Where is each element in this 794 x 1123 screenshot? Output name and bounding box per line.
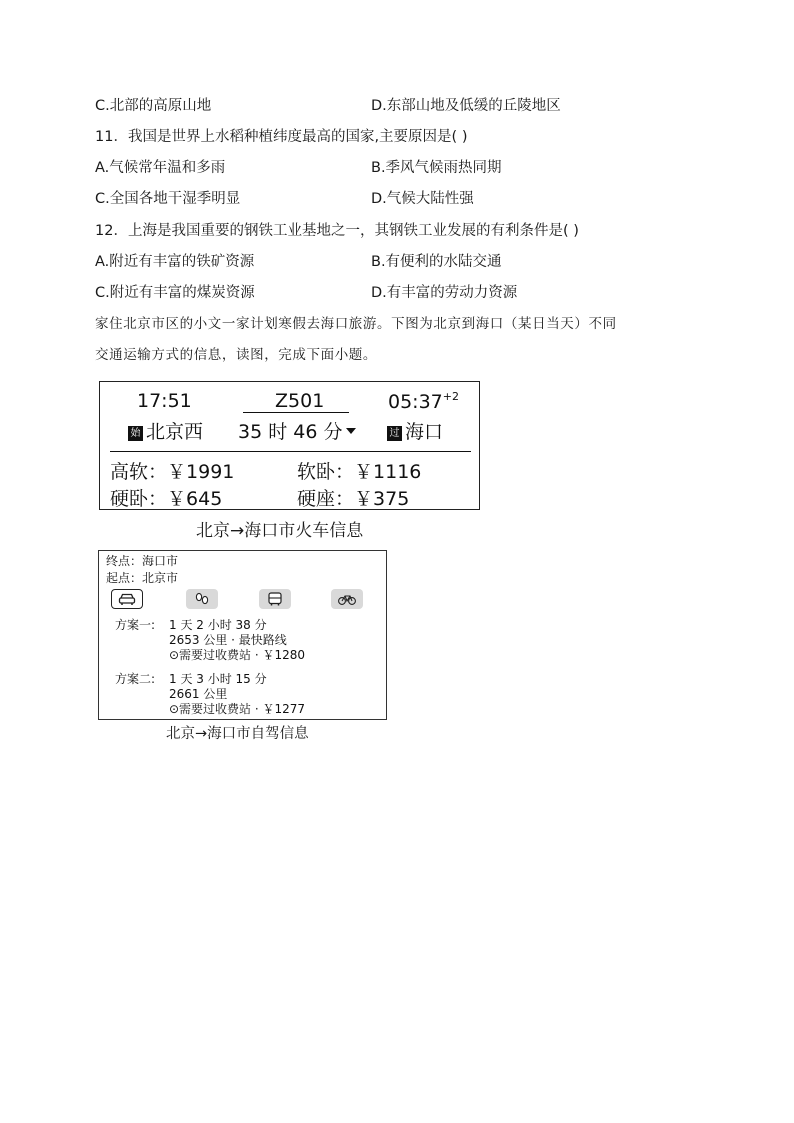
fare-label: 硬卧： — [110, 488, 168, 510]
train-arrive-time: 05:37 — [388, 391, 443, 413]
q11-option-c: C.全国各地干湿季明显 — [95, 191, 241, 207]
plan1-label: 方案一: — [115, 618, 156, 632]
drive-origin: 起点：北京市 — [106, 571, 179, 585]
train-depart-time: 17:51 — [137, 390, 192, 412]
plan2-distance: 2661 公里 — [169, 687, 228, 701]
fare-hard-seat — [297, 484, 409, 511]
drive-caption: 北京→海口市自驾信息 — [166, 726, 309, 742]
mode-bike-button[interactable] — [331, 589, 363, 609]
bike-icon — [337, 592, 357, 606]
walk-icon — [192, 592, 212, 606]
train-info-panel — [99, 381, 480, 510]
plan2-label: 方案二: — [115, 672, 156, 686]
q11-option-a: A.气候常年温和多雨 — [95, 160, 226, 176]
fare-soft-deluxe — [110, 457, 234, 484]
q12-option-c: C.附近有丰富的煤炭资源 — [95, 285, 255, 301]
fare-price: ￥645 — [167, 488, 223, 510]
drive-destination: 终点：海口市 — [106, 554, 179, 568]
plan1-toll: ⊙需要过收费站 · ￥1280 — [169, 648, 306, 662]
pass-badge-icon: 过 — [387, 426, 402, 441]
q11-option-d: D.气候大陆性强 — [371, 191, 474, 207]
q11-stem: 11．我国是世界上水稻种植纬度最高的国家,主要原因是( ) — [95, 129, 468, 145]
train-duration: 35 时 46 分 — [238, 421, 343, 443]
plan2-time: 1 天 3 小时 15 分 — [169, 672, 267, 686]
q10-option-c: C.北部的高原山地 — [95, 98, 212, 114]
drive-info-panel — [98, 550, 387, 720]
mode-car-button[interactable] — [111, 589, 143, 609]
start-badge-icon: 始 — [128, 426, 143, 441]
fare-label: 硬座： — [297, 488, 355, 510]
train-arrive — [388, 390, 459, 413]
bus-icon — [265, 592, 285, 606]
q12-option-a: A.附近有丰富的铁矿资源 — [95, 254, 255, 270]
q12-stem: 12．上海是我国重要的钢铁工业基地之一，其钢铁工业发展的有利条件是( ) — [95, 223, 579, 239]
fare-hard-sleeper — [110, 484, 222, 511]
q10-option-d: D.东部山地及低缓的丘陵地区 — [371, 98, 561, 114]
q12-option-b: B.有便利的水陆交通 — [371, 254, 502, 270]
train-arrive-day-offset: +2 — [442, 390, 459, 403]
train-divider — [110, 451, 471, 452]
intro-line-1: 家住北京市区的小文一家计划寒假去海口旅游。下图为北京到海口（某日当天）不同 — [95, 316, 617, 332]
train-number-underline — [243, 412, 349, 413]
train-start-station: 北京西 — [146, 421, 204, 443]
fare-label: 高软： — [110, 461, 168, 483]
fare-price: ￥375 — [354, 488, 410, 510]
q12-option-d: D.有丰富的劳动力资源 — [371, 285, 518, 301]
plan1-time: 1 天 2 小时 38 分 — [169, 618, 267, 632]
fare-price: ￥1991 — [167, 461, 235, 483]
caret-down-icon — [346, 428, 356, 434]
train-caption: 北京→海口市火车信息 — [196, 521, 364, 541]
train-end — [387, 417, 443, 444]
train-number: Z501 — [275, 390, 325, 412]
q11-option-b: B.季风气候雨热同期 — [371, 160, 502, 176]
car-icon — [117, 592, 137, 606]
train-end-station: 海口 — [405, 421, 444, 443]
intro-line-2: 交通运输方式的信息，读图，完成下面小题。 — [95, 347, 377, 363]
train-start — [128, 417, 203, 444]
fare-price: ￥1116 — [354, 461, 422, 483]
mode-walk-button[interactable] — [186, 589, 218, 609]
fare-soft-sleeper — [297, 457, 421, 484]
train-duration-dropdown[interactable] — [238, 417, 356, 444]
fare-label: 软卧： — [297, 461, 355, 483]
plan1-distance: 2653 公里 · 最快路线 — [169, 633, 287, 647]
plan2-toll: ⊙需要过收费站 · ￥1277 — [169, 702, 306, 716]
mode-bus-button[interactable] — [259, 589, 291, 609]
